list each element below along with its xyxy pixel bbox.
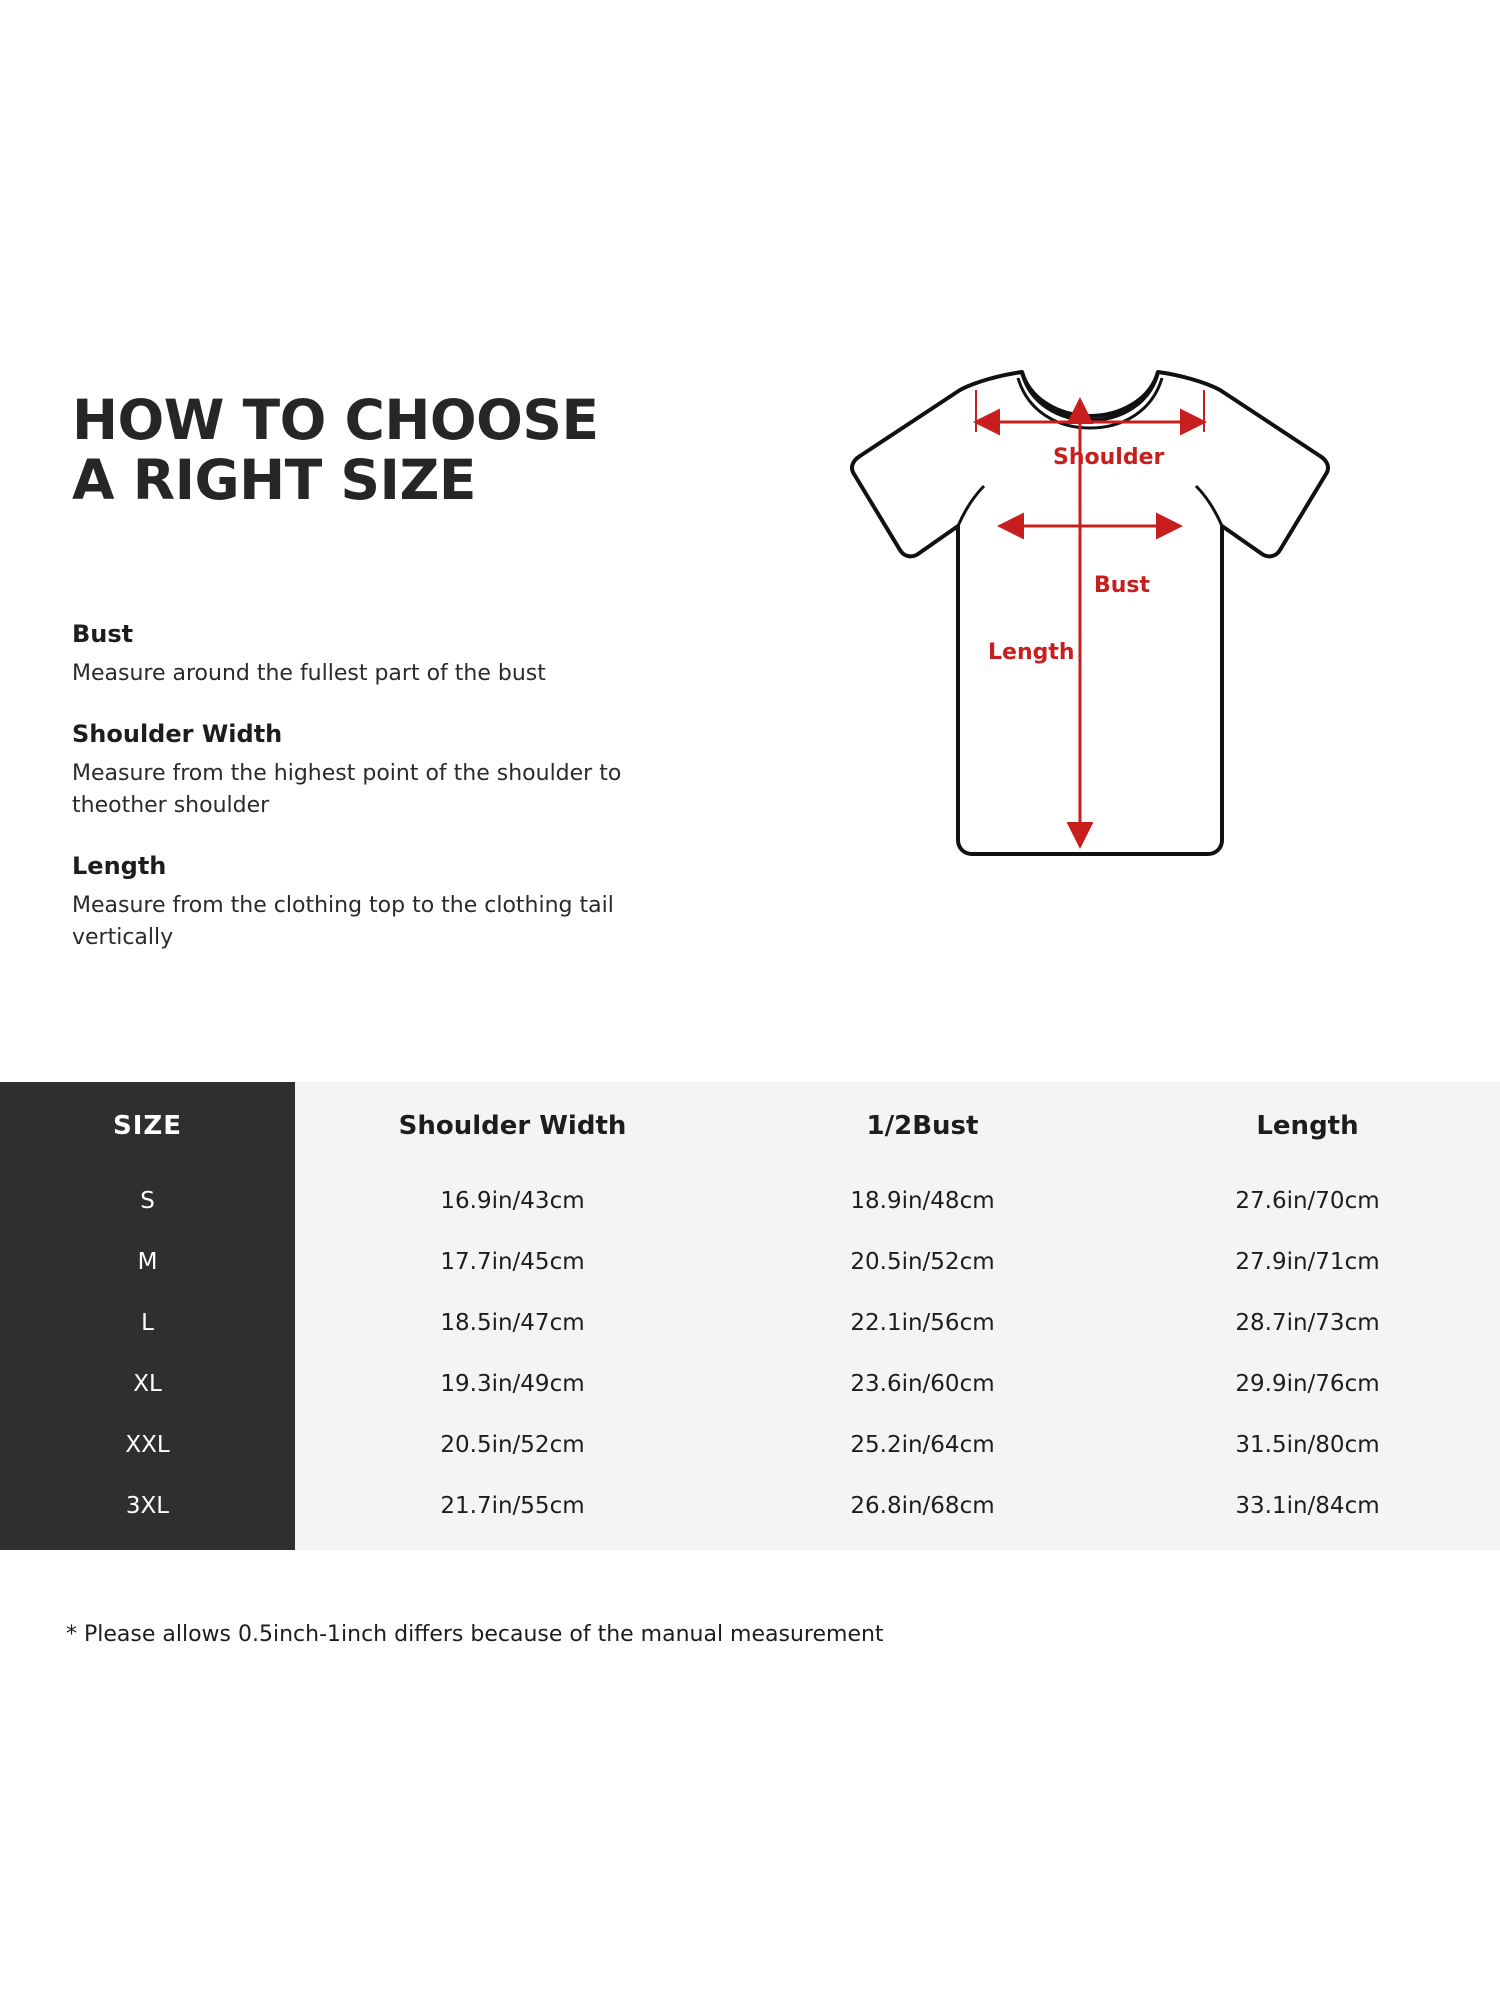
cell-size: M xyxy=(137,1248,158,1275)
diagram-label-shoulder: Shoulder xyxy=(1053,445,1165,470)
table-row xyxy=(0,1475,1500,1536)
cell-shoulder: 18.5in/47cm xyxy=(440,1309,585,1336)
table-header-half-bust: 1/2Bust xyxy=(866,1111,979,1141)
cell-shoulder: 20.5in/52cm xyxy=(440,1431,585,1458)
cell-bust: 25.2in/64cm xyxy=(850,1431,995,1458)
page-title-line-2: A RIGHT SIZE xyxy=(72,448,476,512)
definition-desc-shoulder-width: Measure from the highest point of the shoulder to theother shoulder xyxy=(72,761,622,818)
size-table xyxy=(0,1082,1500,1536)
table-header-shoulder-width: Shoulder Width xyxy=(398,1111,627,1141)
table-row xyxy=(0,1231,1500,1292)
page-title-line-1: HOW TO CHOOSE xyxy=(72,388,599,452)
cell-bust: 22.1in/56cm xyxy=(850,1309,995,1336)
cell-size: S xyxy=(140,1187,155,1214)
diagram-label-length: Length xyxy=(988,640,1075,665)
cell-length: 27.9in/71cm xyxy=(1235,1248,1380,1275)
cell-bust: 23.6in/60cm xyxy=(850,1370,995,1397)
page-title xyxy=(72,390,712,510)
table-row xyxy=(0,1414,1500,1475)
table-row xyxy=(0,1292,1500,1353)
cell-length: 29.9in/76cm xyxy=(1235,1370,1380,1397)
cell-shoulder: 16.9in/43cm xyxy=(440,1187,585,1214)
cell-size: XXL xyxy=(125,1431,170,1458)
cell-bust: 26.8in/68cm xyxy=(850,1492,995,1519)
measurement-definitions xyxy=(72,620,672,954)
cell-shoulder: 21.7in/55cm xyxy=(440,1492,585,1519)
cell-size: XL xyxy=(133,1370,162,1397)
cell-shoulder: 19.3in/49cm xyxy=(440,1370,585,1397)
diagram-label-bust: Bust xyxy=(1094,573,1151,598)
size-chart xyxy=(0,1082,1500,1550)
cell-bust: 18.9in/48cm xyxy=(850,1187,995,1214)
cell-length: 28.7in/73cm xyxy=(1235,1309,1380,1336)
table-row xyxy=(0,1353,1500,1414)
table-header-row xyxy=(0,1082,1500,1170)
cell-length: 33.1in/84cm xyxy=(1235,1492,1380,1519)
cell-length: 31.5in/80cm xyxy=(1235,1431,1380,1458)
cell-size: 3XL xyxy=(125,1492,170,1519)
table-header-length: Length xyxy=(1256,1111,1359,1141)
definition-term-bust: Bust xyxy=(72,620,134,648)
cell-shoulder: 17.7in/45cm xyxy=(440,1248,585,1275)
definition-desc-length: Measure from the clothing top to the clothing tail vertically xyxy=(72,893,614,950)
cell-bust: 20.5in/52cm xyxy=(850,1248,995,1275)
cell-length: 27.6in/70cm xyxy=(1235,1187,1380,1214)
table-header-size: SIZE xyxy=(112,1111,182,1141)
definition-desc-bust: Measure around the fullest part of the bust xyxy=(72,661,546,686)
definition-term-shoulder-width: Shoulder Width xyxy=(72,720,283,748)
measurement-note: * Please allows 0.5inch-1inch differs because of the manual measurement xyxy=(66,1622,884,1647)
cell-size: L xyxy=(141,1309,154,1336)
table-row xyxy=(0,1170,1500,1231)
definition-term-length: Length xyxy=(72,852,167,880)
